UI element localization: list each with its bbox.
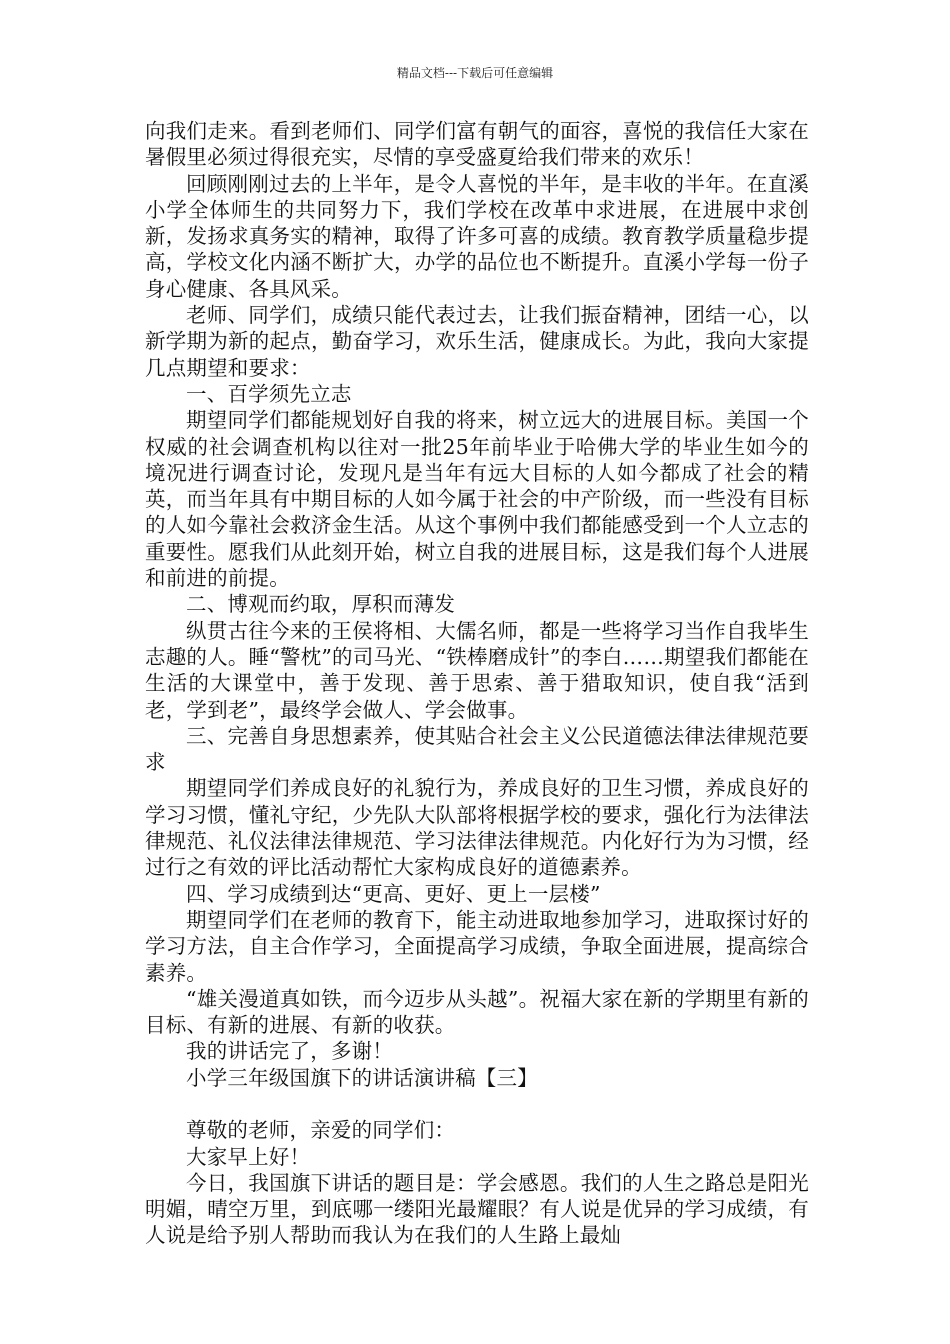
blank-line	[145, 1091, 809, 1117]
paragraph: 期望同学们都能规划好自我的将来，树立远大的进展目标。美国一个权威的社会调查机构以往对一批25年前毕业于哈佛大学的毕业生如今的境况进行调查讨论，发现凡是当年有远大目标的人如今都成了社会的精英，而当年具有中期目标的人如今属于社会的中产阶级，而一些没有目标的人如今靠社会救济金生活。从这个事例中我们都能感受到一个人立志的重要性。愿我们从此刻开始，树立自我的进展目标，这是我们每个人进展和前进的前提。	[145, 408, 809, 591]
paragraph: 向我们走来。看到老师们、同学们富有朝气的面容，喜悦的我信任大家在暑假里必须过得很充实，尽情的享受盛夏给我们带来的欢乐！	[145, 119, 809, 170]
page-header: 精品文档---下载后可任意编辑	[396, 66, 554, 80]
paragraph: 回顾刚刚过去的上半年，是令人喜悦的半年，是丰收的半年。在直溪小学全体师生的共同努力下，我们学校在改革中求进展，在进展中求创新，发扬求真务实的精神，取得了许多可喜的成绩。教育教学质量稳步提高，学校文化内涵不断扩大，办学的品位也不断提升。直溪小学每一份子身心健康、各具风采。	[145, 171, 809, 301]
section-heading: 四、学习成绩到达“更高、更好、更上一层楼”	[186, 881, 601, 906]
paragraph: 老师、同学们，成绩只能代表过去，让我们振奋精神，团结一心，以新学期为新的起点，勤奋学习，欢乐生活，健康成长。为此，我向大家提几点期望和要求：	[145, 303, 809, 380]
speech-title: 小学三年级国旗下的讲话演讲稿【三】	[186, 1065, 538, 1090]
section-heading: 三、完善自身思想素养，使其贴合社会主义公民道德法律法律规范要求	[145, 723, 809, 775]
greeting: 大家早上好！	[186, 1144, 311, 1169]
paragraph: 期望同学们养成良好的礼貌行为，养成良好的卫生习惯，养成良好的学习习惯，懂礼守纪，少先队大队部将根据学校的要求，强化行为法律法律规范、礼仪法律法律规范、学习法律法律规范。内化好行为为习惯，经过行之有效的评比活动帮忙大家构成良好的道德素养。	[145, 776, 809, 880]
paragraph: 我的讲话完了，多谢！	[186, 1039, 393, 1064]
section-heading: 二、博观而约取，厚积而薄发	[186, 592, 456, 617]
paragraph: 期望同学们在老师的教育下，能主动进取地参加学习，进取探讨好的学习方法，自主合作学习，全面提高学习成绩，争取全面进展，提高综合素养。	[145, 907, 809, 985]
salutation: 尊敬的老师，亲爱的同学们：	[186, 1118, 456, 1143]
document-body	[145, 118, 809, 1249]
paragraph: 今日，我国旗下讲话的题目是：学会感恩。我们的人生之路总是阳光明媚，晴空万里，到底哪一缕阳光最耀眼？有人说是优异的学习成绩，有人说是给予别人帮助而我认为在我们的人生路上最灿	[145, 1170, 809, 1248]
paragraph: “雄关漫道真如铁，而今迈步从头越”。祝福大家在新的学期里有新的目标、有新的进展、有新的收获。	[145, 986, 809, 1038]
section-heading: 一、百学须先立志	[186, 381, 352, 406]
paragraph: 纵贯古往今来的王侯将相、大儒名师，都是一些将学习当作自我毕生志趣的人。睡“警枕”的司马光、“铁棒磨成针”的李白……期望我们都能在生活的大课堂中，善于发现、善于思索、善于猎取知识，使自我“活到老，学到老”，最终学会做人、学会做事。	[145, 618, 809, 722]
